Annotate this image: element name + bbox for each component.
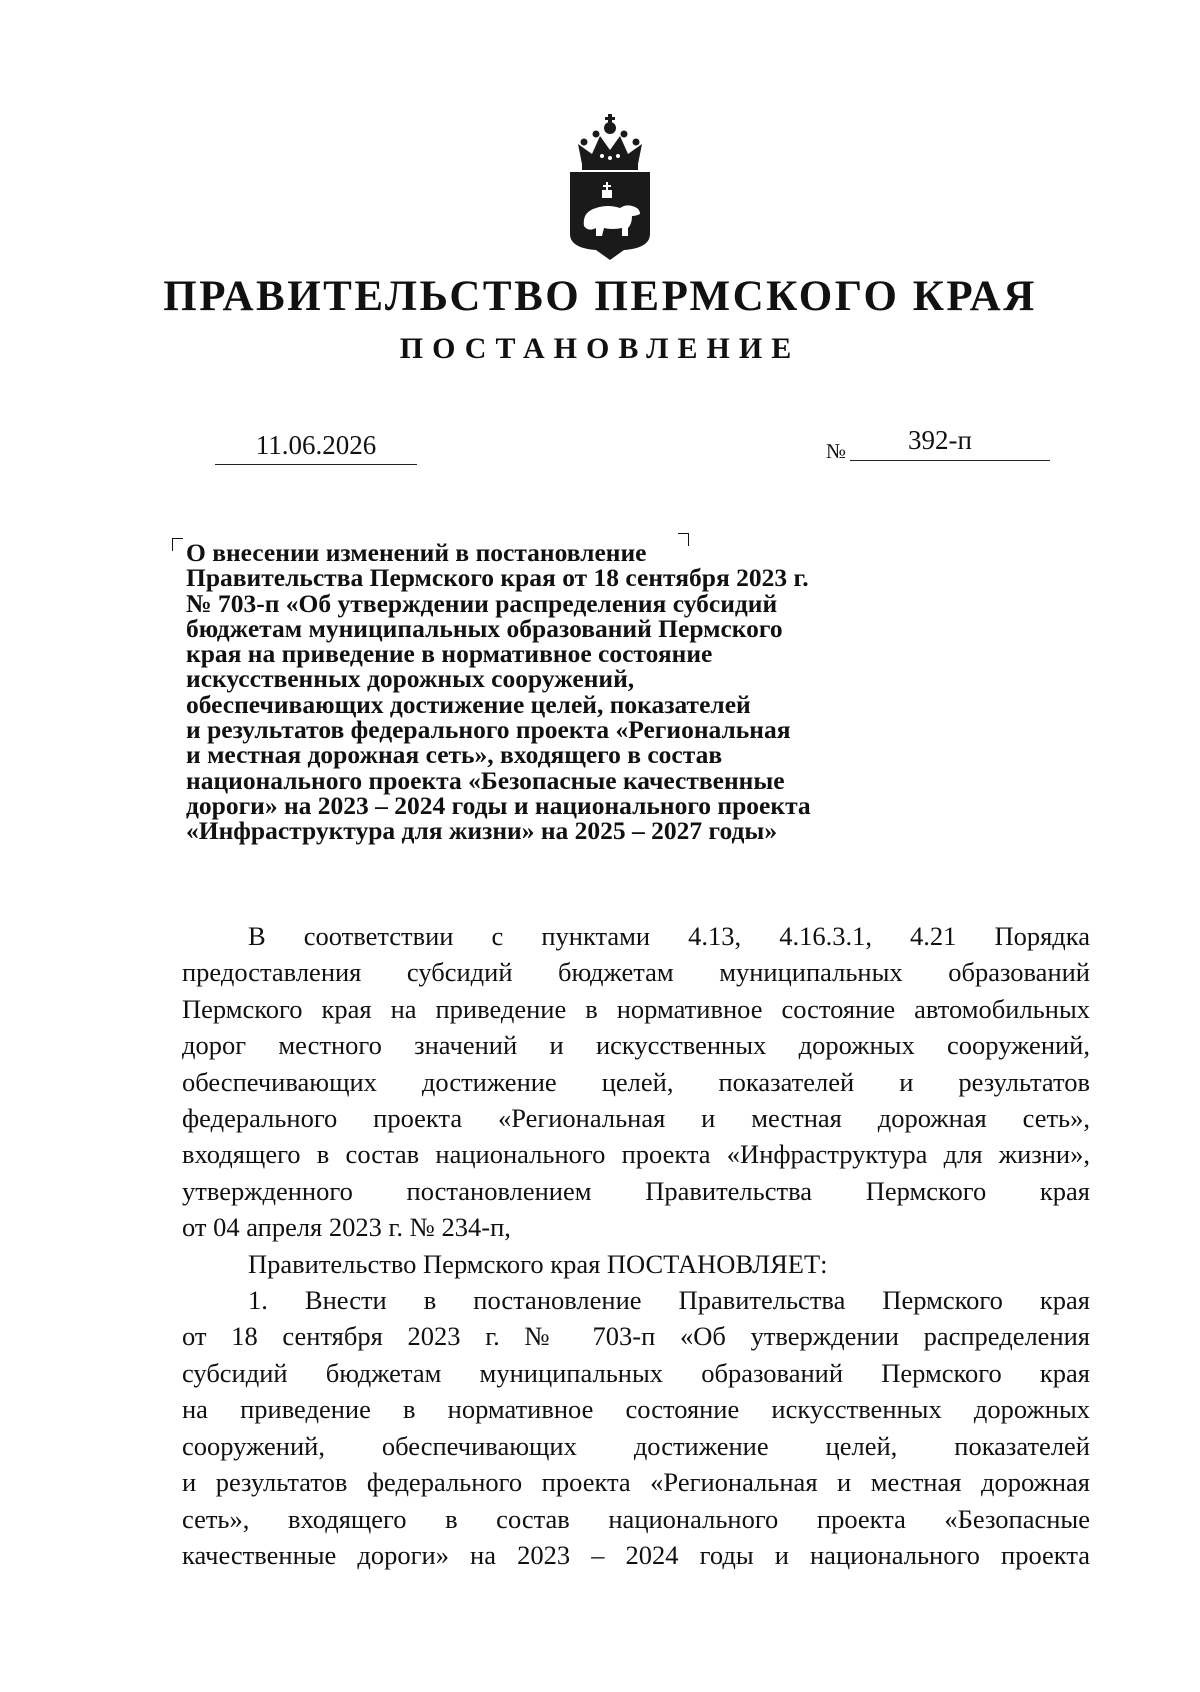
body-line: предоставления субсидий бюджетам муниципальных образований xyxy=(182,957,1090,988)
body-line: входящего в состав национального проекта «Инфраструктура для жизни», xyxy=(182,1139,1090,1170)
organization-title: ПРАВИТЕЛЬСТВО ПЕРМСКОГО КРАЯ xyxy=(163,273,1037,320)
body-line: от 18 сентября 2023 г. № 703-п «Об утверждении распределения xyxy=(182,1321,1090,1352)
body-line: качественные дороги» на 2023 – 2024 годы и национального проекта xyxy=(182,1539,1090,1570)
subject-line: обеспечивающих достижение целей, показателей xyxy=(186,689,751,719)
body-line: сооружений, обеспечивающих достижение целей, показателей xyxy=(182,1430,1090,1461)
body-line: субсидий бюджетам муниципальных образований Пермского края xyxy=(182,1357,1090,1388)
document-type: ПОСТАНОВЛЕНИЕ xyxy=(399,332,801,365)
subject-line: № 703-п «Об утверждении распределения субсидий xyxy=(186,588,778,618)
document-number: 392-п xyxy=(908,425,972,455)
body-line: и результатов федерального проекта «Региональная и местная дорожная xyxy=(182,1467,1090,1498)
subject-line: Правительства Пермского края от 18 сентября 2023 г. xyxy=(186,563,809,593)
number-sign: № xyxy=(826,439,847,463)
preamble-paragraph xyxy=(182,918,1090,1246)
perm-krai-coat-of-arms-icon xyxy=(562,108,658,260)
document-date: 11.06.2026 xyxy=(215,426,417,465)
body-line: утвержденного постановлением Правительства Пермского края xyxy=(182,1175,1090,1206)
subject-line: дороги» на 2023 – 2024 годы и национального проекта xyxy=(186,790,811,820)
body-line: 1. Внести в постановление Правительства Пермского края xyxy=(248,1285,1090,1316)
document-subject xyxy=(186,540,906,844)
body-line: дорог местного значений и искусственных дорожных сооружений, xyxy=(182,1030,1090,1061)
resolves-line: Правительство Пермского края ПОСТАНОВЛЯЕТ: xyxy=(248,1248,828,1279)
document-number-field xyxy=(850,422,1050,461)
body-line: сеть», входящего в состав национального проекта «Безопасные xyxy=(182,1503,1090,1534)
subject-line: и местная дорожная сеть», входящего в состав xyxy=(186,740,723,770)
subject-line: и результатов федерального проекта «Региональная xyxy=(186,715,791,745)
subject-line: О внесении изменений в постановление xyxy=(186,538,647,567)
document-body xyxy=(182,918,1090,1573)
item-1-paragraph xyxy=(182,1282,1090,1573)
body-line: на приведение в нормативное состояние искусственных дорожных xyxy=(182,1394,1090,1425)
body-line: Пермского края на приведение в нормативное состояние автомобильных xyxy=(182,993,1090,1024)
subject-line: «Инфраструктура для жизни» на 2025 – 2027 годы» xyxy=(186,816,778,846)
body-line: В соответствии с пунктами 4.13, 4.16.3.1, 4.21 Порядка xyxy=(248,921,1090,951)
subject-corner-mark-left xyxy=(172,538,183,551)
body-line: федерального проекта «Региональная и местная дорожная сеть», xyxy=(182,1103,1090,1134)
subject-line: национального проекта «Безопасные качественные xyxy=(186,765,785,795)
subject-line: бюджетам муниципальных образований Пермского xyxy=(186,613,783,643)
body-line: от 04 апреля 2023 г. № 234-п, xyxy=(182,1212,511,1243)
subject-line: искусственных дорожных сооружений, xyxy=(186,664,635,694)
crown-icon xyxy=(578,114,642,170)
subject-line: края на приведение в нормативное состояние xyxy=(186,639,713,669)
body-line: обеспечивающих достижение целей, показателей и результатов xyxy=(182,1066,1090,1097)
